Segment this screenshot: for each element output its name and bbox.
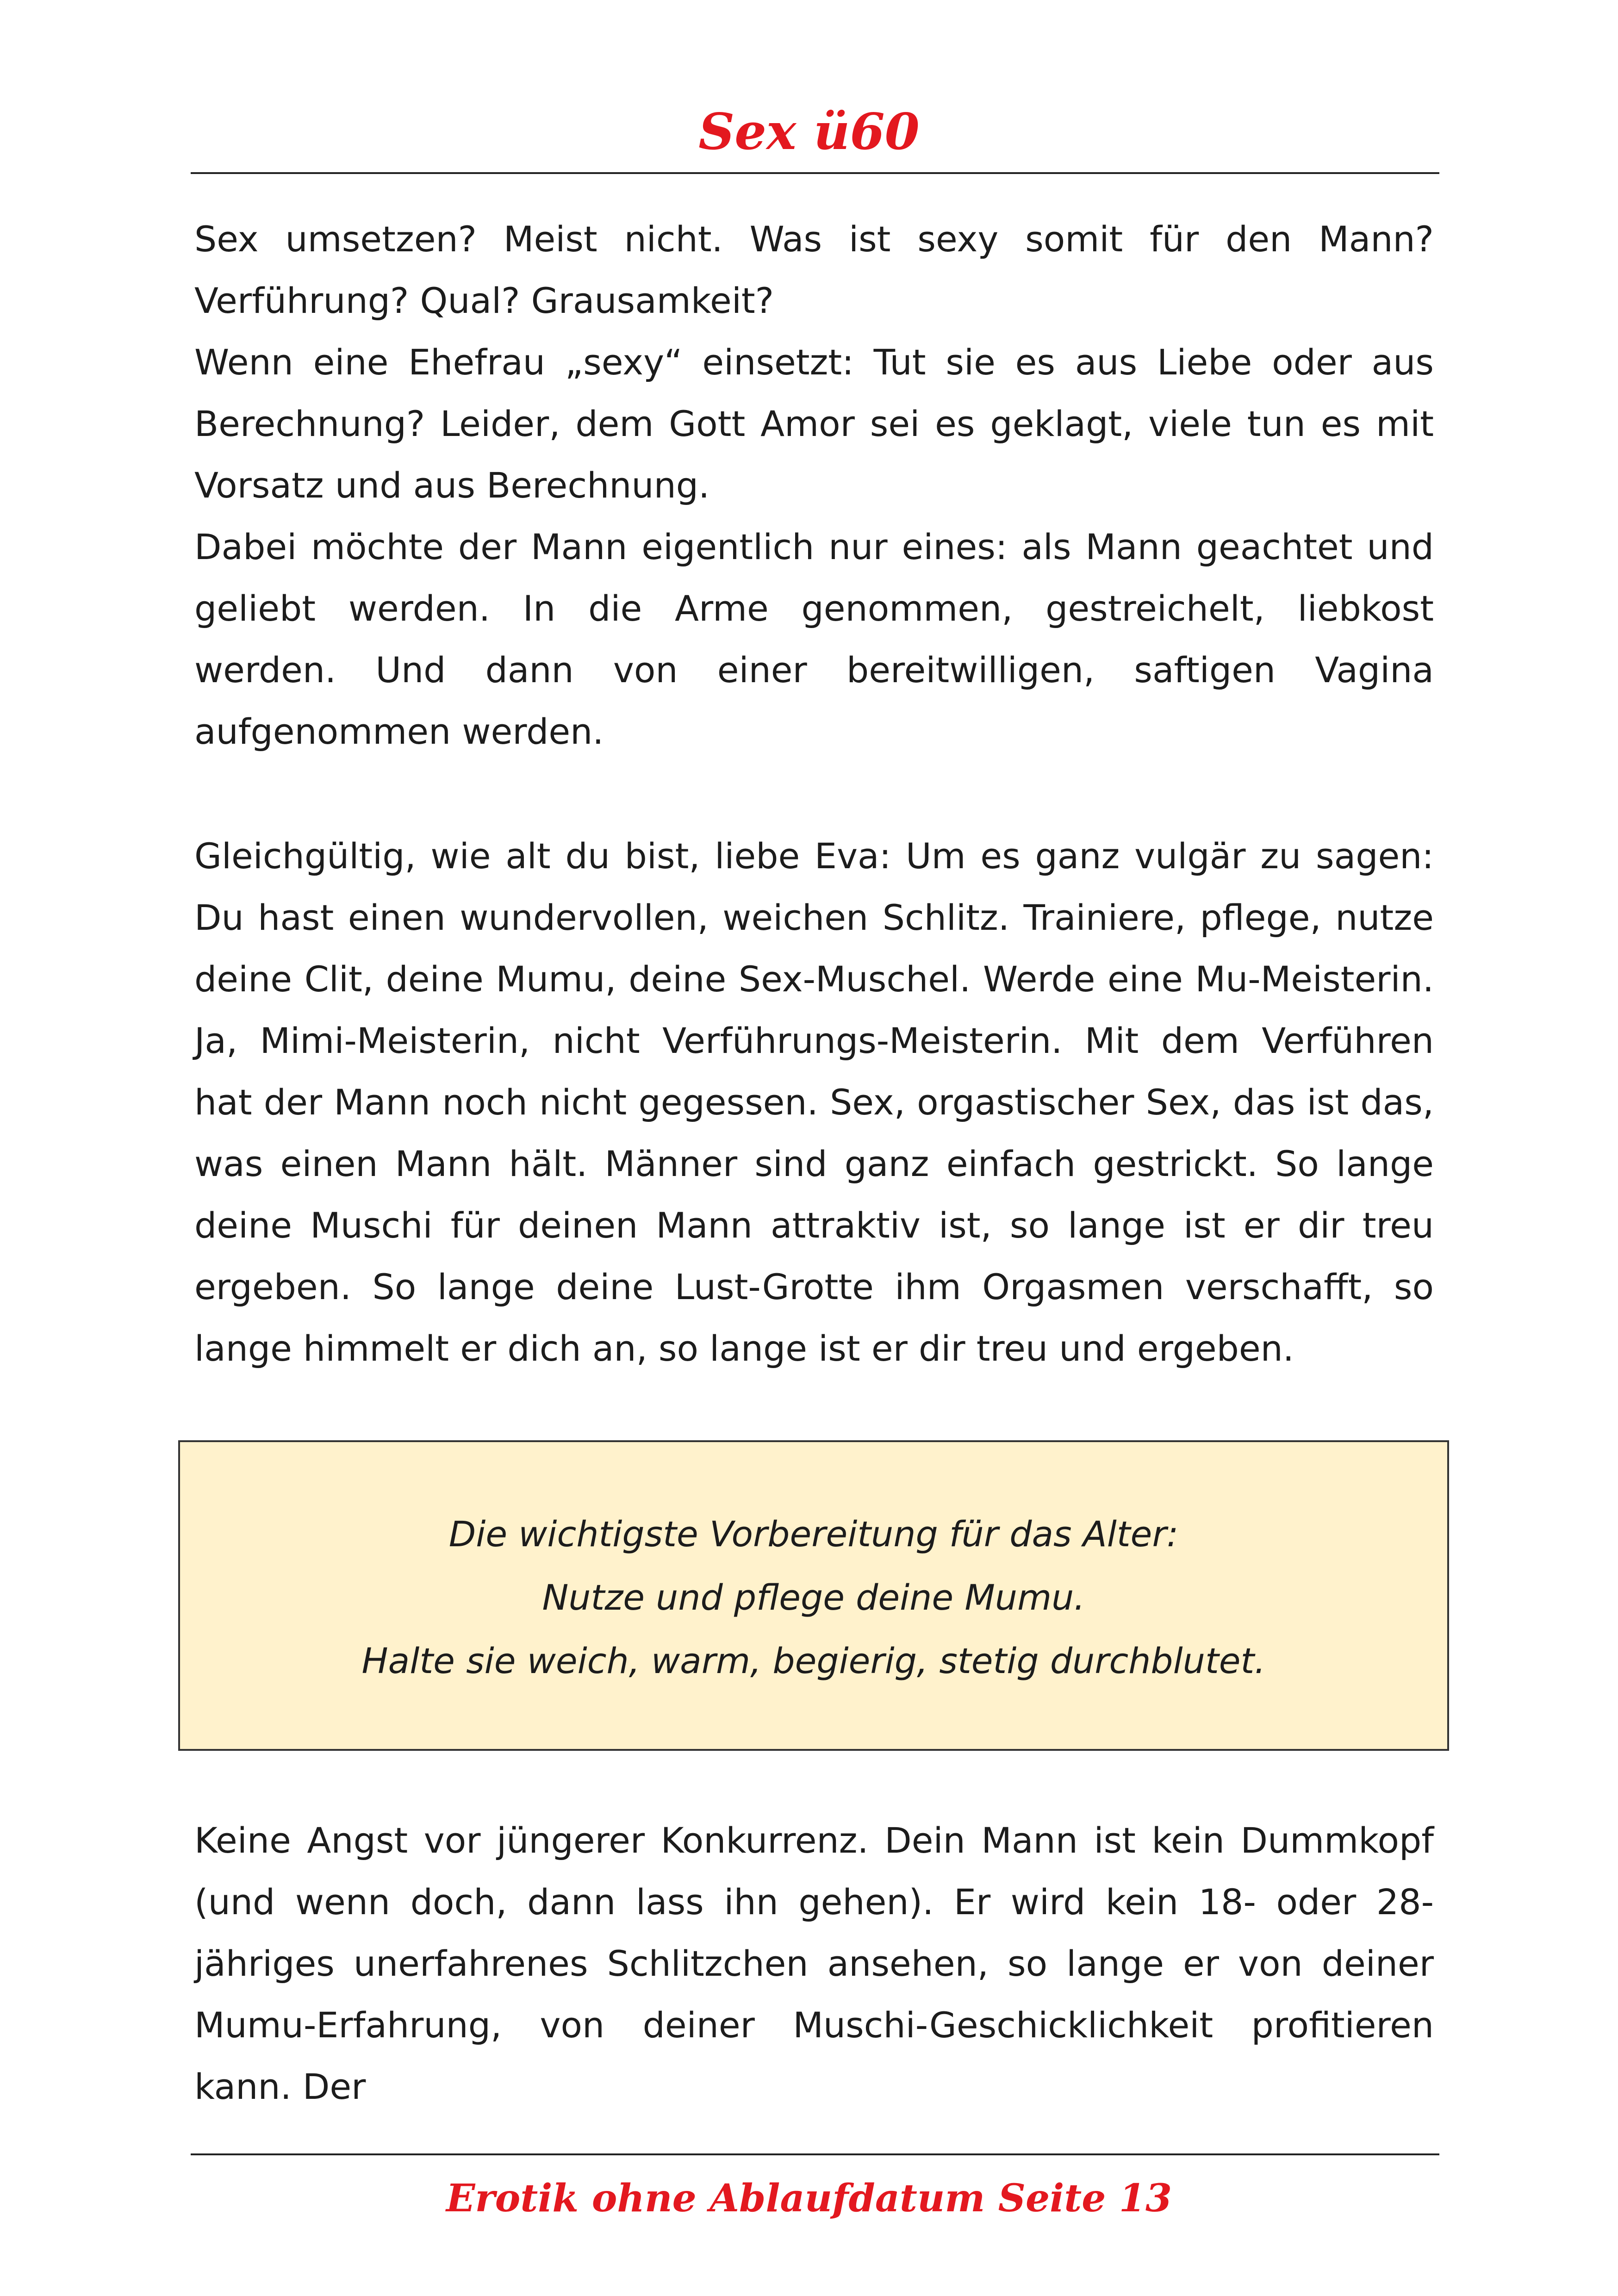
callout-line: Halte sie weich, warm, begierig, stetig durchblutet. — [361, 1640, 1266, 1681]
callout-text — [180, 1502, 1447, 1692]
page-footer: Erotik ohne Ablaufdatum Seite 13 — [446, 2176, 1172, 2221]
body-section-main — [194, 825, 1434, 1379]
body-section-intro — [194, 208, 1434, 762]
page-header-title: Sex ü60 — [698, 103, 920, 161]
body-section-continued — [194, 1810, 1434, 2117]
body-paragraph: Dabei möchte der Mann eigentlich nur eines: als Mann geachtet und geliebt werden. In die Arme genommen, gestreichelt, liebkost werden. Und dann von einer bereitwilligen, saftigen Vagina aufgenommen werden. — [194, 526, 1434, 752]
body-paragraph: Sex umsetzen? Meist nicht. Was ist sexy somit für den Mann? Verführung? Qual? Grausamkeit? — [194, 218, 1434, 321]
callout-line: Nutze und pflege deine Mumu. — [542, 1577, 1085, 1618]
header-rule — [191, 172, 1439, 174]
callout-line: Die wichtigste Vorbereitung für das Alter: — [448, 1513, 1179, 1555]
footer-rule — [191, 2153, 1439, 2155]
callout-box — [178, 1440, 1449, 1751]
body-paragraph: Keine Angst vor jüngerer Konkurrenz. Dein Mann ist kein Dummkopf (und wenn doch, dann lass ihn gehen). Er wird kein 18- oder 28- jähriges unerfahrenes Schlitzchen ansehen, so lange er von deiner Mumu-Erfahrung, von deiner Muschi-Geschicklichkeit profitieren kann. Der — [194, 1820, 1434, 2107]
body-paragraph: Gleichgültig, wie alt du bist, liebe Eva: Um es ganz vulgär zu sagen: Du hast einen wundervollen, weichen Schlitz. Trainiere, pflege, nutze deine Clit, deine Mumu, deine Sex-Muschel. Werde eine Mu-Meisterin. Ja, Mimi-Meisterin, nicht Verführungs-Meisterin. Mit dem Verführen hat der Mann noch nicht gegessen. Sex, orgastischer Sex, das ist das, was einen Mann hält. Männer sind ganz einfach gestrickt. So lange deine Muschi für deinen Mann attraktiv ist, so lange ist er dir treu ergeben. So lange deine Lust-Grotte ihm Orgasmen verschafft, so lange himmelt er dich an, so lange ist er dir treu und ergeben. — [194, 835, 1434, 1369]
body-paragraph: Wenn eine Ehefrau „sexy“ einsetzt: Tut sie es aus Liebe oder aus Berechnung? Leider, dem Gott Amor sei es geklagt, viele tun es mit Vorsatz und aus Berechnung. — [194, 342, 1434, 506]
